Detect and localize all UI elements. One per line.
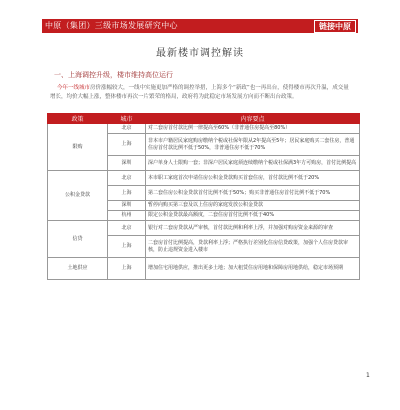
city-cell: 深圳 <box>108 156 146 171</box>
content-cell: 非本市户籍居民家庭购房缴纳个税或社保年限从2年提高至5年；居民家庭购买二套住房，普通住房首付款比例不低于50%，非普通住房不低于70% <box>146 134 360 156</box>
column-header-policy: 政策 <box>48 114 108 124</box>
content-cell: 暂停向购买第三套及以上住房的家庭发放公积金贷款 <box>146 201 360 211</box>
content-cell: 限定公积金贷款最高额度，二套住房首付比例不低于40% <box>146 211 360 221</box>
content-cell: 深户单身人士限购一套；非深户居民家庭须连续缴纳个税或社保满3年方可购房，首付比例提高 <box>146 156 360 171</box>
content-cell: 本市职工家庭首次申请住房公积金贷款购买首套住房，首付款比例不低于20% <box>146 171 360 186</box>
section-heading: 一、上海调控升级，楼市维持高位运行 <box>54 71 173 79</box>
content-cell: 二套房首付比例提高，贷款利率上浮；严格执行差别化住房信贷政策，加强个人住房贷款审核，防止违规资金进入楼市 <box>146 236 360 258</box>
page-title: 最新楼市调控解读 <box>156 48 244 59</box>
content-cell: 增加住宅用地供应，推出更多土地；加大租赁住房用地和保障房用地供给，稳定市场预期 <box>146 258 360 280</box>
city-cell: 北京 <box>108 171 146 186</box>
policy-type-cell: 土地供应 <box>48 258 108 280</box>
intro-text: 房价涨幅较大，一线中实施更加严格的调控举措，上海多个“新政”也一再出台，使得楼市再次升温，成交量增长，均价大幅上涨，整体楼市再次一片繁荣的格局，政府将为此稳定市场发展方向而不断出台政策。 <box>50 85 349 100</box>
city-cell: 上海 <box>108 134 146 156</box>
content-cell: 对二套房首付款比例一律提高至60%（非普通住房提高至80%） <box>146 124 360 134</box>
content-cell: 银行对二套房贷款从严审核，首付款比例和利率上浮，并加强对购房资金来源的审查 <box>146 221 360 236</box>
policy-table <box>47 113 360 280</box>
city-cell: 上海 <box>108 258 146 280</box>
header-title: 中原（集团）三级市场发展研究中心 <box>45 21 178 30</box>
city-cell: 北京 <box>108 124 146 134</box>
column-header-city: 城市 <box>108 114 146 124</box>
table-row <box>48 221 360 236</box>
city-cell: 上海 <box>108 186 146 201</box>
header-bar <box>42 19 358 33</box>
table-row <box>48 258 360 280</box>
table-row <box>48 124 360 134</box>
city-cell: 北京 <box>108 221 146 236</box>
policy-type-cell: 限购 <box>48 124 108 171</box>
table-row <box>48 171 360 186</box>
table-header-row <box>48 114 360 124</box>
intro-highlight: 今年一线城市 <box>57 85 91 91</box>
policy-type-cell: 信贷 <box>48 221 108 258</box>
policy-type-cell: 公积金贷款 <box>48 171 108 221</box>
city-cell: 上海 <box>108 236 146 258</box>
city-cell: 深圳 <box>108 201 146 211</box>
page-number: 1 <box>366 372 370 379</box>
brand-logo: 链接中原 <box>314 20 356 33</box>
content-cell: 第二套住房公积金贷款首付比例不低于50%；购买非普通住房首付比例不低于70% <box>146 186 360 201</box>
column-header-content: 内容要点 <box>146 114 360 124</box>
city-cell: 杭州 <box>108 211 146 221</box>
intro-paragraph <box>50 84 350 102</box>
